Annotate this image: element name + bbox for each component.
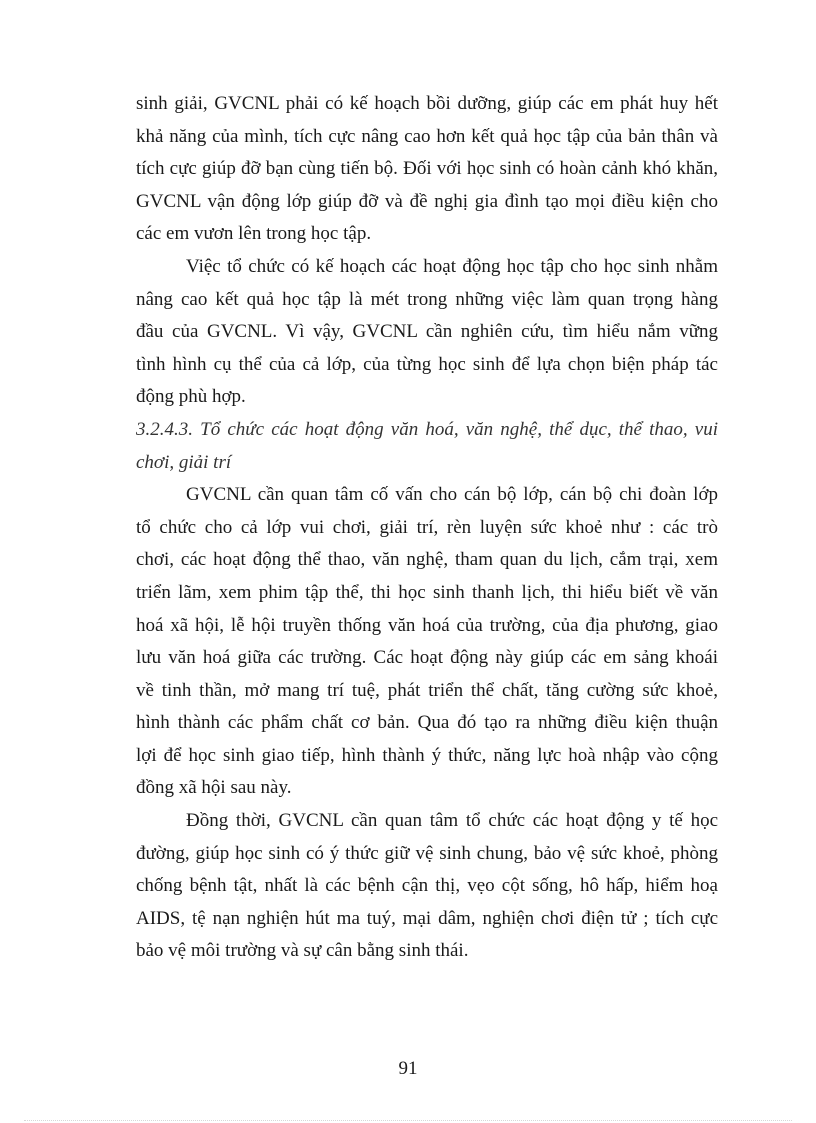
text-line: chơi, các hoạt động thể thao, văn nghệ, tham quan du lịch, cắm trại, xem bbox=[136, 549, 718, 571]
paragraph-cultural-activities bbox=[136, 479, 718, 805]
text-line: sinh giải, GVCNL phải có kế hoạch bồi dưỡng, giúp các em phát huy hết bbox=[136, 93, 718, 114]
text-line: tích cực giúp đỡ bạn cùng tiến bộ. Đối với học sinh có hoàn cảnh khó khăn, bbox=[136, 158, 718, 180]
text-line: chống bệnh tật, nhất là các bệnh cận thị, vẹo cột sống, hô hấp, hiểm hoạ bbox=[136, 875, 718, 897]
text-line: lợi để học sinh giao tiếp, hình thành ý thức, năng lực hoà nhập vào cộng bbox=[136, 744, 718, 766]
text-line: hình thành các phẩm chất cơ bản. Qua đó tạo ra những điều kiện thuận bbox=[136, 712, 718, 734]
text-line: động phù hợp. bbox=[136, 386, 246, 408]
text-line: GVCNL cần quan tâm cố vấn cho cán bộ lớp, cán bộ chi đoàn lớp bbox=[186, 484, 718, 506]
text-line: các em vươn lên trong học tập. bbox=[136, 223, 372, 245]
text-line: AIDS, tệ nạn nghiện hút ma tuý, mại dâm, nghiện chơi điện tử ; tích cực bbox=[136, 907, 718, 929]
text-line: tổ chức cho cả lớp vui chơi, giải trí, rèn luyện sức khoẻ như : các trò bbox=[136, 516, 718, 538]
text-line: đường, giúp học sinh có ý thức giữ vệ sinh chung, bảo vệ sức khoẻ, phòng bbox=[136, 842, 718, 864]
text-line: Đồng thời, GVCNL cần quan tâm tổ chức các hoạt động y tế học bbox=[186, 810, 718, 832]
text-line: hoá xã hội, lễ hội truyền thống văn hoá của trường, của địa phương, giao bbox=[136, 614, 718, 636]
text-line: về tinh thần, mở mang trí tuệ, phát triển thể chất, tăng cường sức khoẻ, bbox=[136, 679, 718, 701]
heading-line: chơi, giải trí bbox=[136, 451, 232, 473]
text-line: tình hình cụ thể của cả lớp, của từng học sinh để lựa chọn biện pháp tác bbox=[136, 353, 718, 375]
text-line: GVCNL vận động lớp giúp đỡ và đề nghị gia đình tạo mọi điều kiện cho bbox=[136, 190, 718, 212]
text-line: bảo vệ môi trường và sự cân bằng sinh thái. bbox=[136, 940, 469, 962]
page-number: 91 bbox=[398, 1058, 418, 1079]
text-line: triển lãm, xem phim tập thể, thi học sinh thanh lịch, thi hiểu biết về văn bbox=[136, 581, 718, 603]
paragraph-learning-activities bbox=[136, 251, 718, 414]
text-line: Việc tổ chức có kế hoạch các hoạt động học tập cho học sinh nhằm bbox=[186, 255, 718, 277]
paragraph-continuation bbox=[136, 88, 718, 251]
paragraph-health-activities bbox=[136, 805, 718, 968]
text-line: khả năng của mình, tích cực nâng cao hơn kết quả học tập của bản thân và bbox=[136, 125, 718, 147]
heading-line: 3.2.4.3. Tổ chức các hoạt động văn hoá, văn nghệ, thể dục, thể thao, vui bbox=[136, 418, 718, 440]
text-line: lưu văn hoá giữa các trường. Các hoạt động này giúp các em sảng khoái bbox=[136, 647, 718, 669]
section-heading bbox=[136, 414, 718, 479]
text-line: đồng xã hội sau này. bbox=[136, 777, 292, 799]
page-bottom-divider bbox=[24, 1120, 792, 1121]
text-line: đầu của GVCNL. Vì vậy, GVCNL cần nghiên cứu, tìm hiểu nắm vững bbox=[136, 321, 718, 343]
text-line: nâng cao kết quả học tập là mét trong những việc làm quan trọng hàng bbox=[136, 288, 718, 310]
document-page bbox=[136, 88, 718, 968]
